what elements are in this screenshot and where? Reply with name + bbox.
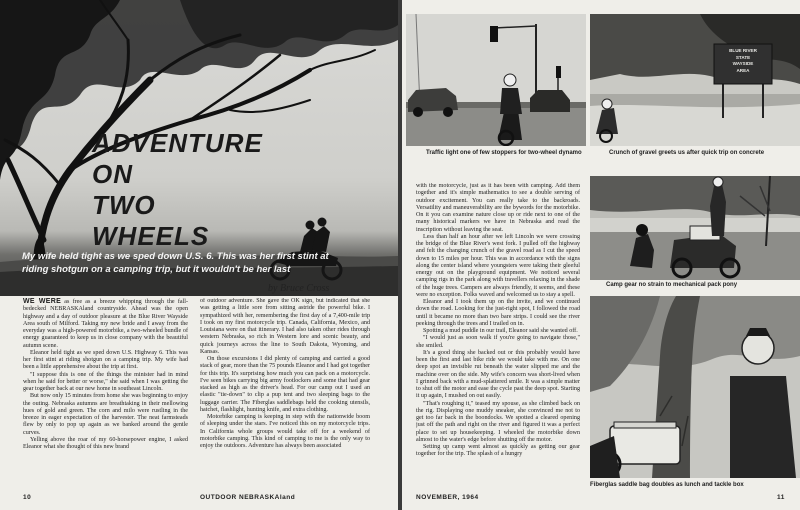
article-title bbox=[92, 128, 272, 252]
caption-camp-gear: Camp gear no strain to mechanical pack pony bbox=[606, 282, 738, 288]
page-number: 11 bbox=[777, 494, 785, 501]
paragraph: But now only 15 minutes from home she was beginning to enjoy the outing. Nebraska autumns are breathtaking in their mellowing hues of gold and green. The corn and milo were rustling in the breeze in eager expectation of the harvester. The neat farmsteads flew by only to pop up again as we banked around the gentle curves. bbox=[23, 393, 188, 436]
left-column-1 bbox=[23, 298, 188, 488]
paragraph: with the motorcycle, just as it has been with camping. Add them together and it's simple mathematics to see a double serving of outdoor excitement. You can really take to the backroads. Versatility and maneuverability are the bywords for the motorbike. On it you can examine nature close up or ride next to one of the many historical markers we have in Nebraska and read the inscription without leaving the seat. bbox=[416, 183, 580, 233]
issue-date: NOVEMBER, 1964 bbox=[416, 494, 479, 501]
paragraph: Spotting a mud puddle in our trail, Eleanor said she wanted off. bbox=[423, 328, 578, 334]
paragraph: Less than half an hour after we left Lincoln we were crossing the bridge of the Blue River's west fork. I pulled off the highway and felt the changing crunch of the gravel road as I cut the speed down to 15 miles per hour. This was in accordance with the signs along the center island where youngsters were taking their gleeful energy out on the playground equipment. We noticed several camping rigs in the park along with travellers relaxing in the shade of the huge trees. Campers are always friendly, it seems, and these were no exception. Folks waved and welcomed us to stay a spell. bbox=[416, 233, 580, 298]
right-column-1 bbox=[416, 183, 580, 488]
title-line-1: ADVENTURE bbox=[92, 128, 263, 158]
photo-traffic-drawing bbox=[406, 14, 586, 146]
paragraph: Yelling above the roar of my 60-horsepower engine, I asked Eleanor what she thought of this new brand bbox=[23, 436, 188, 450]
paragraph: "I would just as soon walk if you're going to navigate those," she smiled. bbox=[416, 335, 580, 349]
paragraph: Eleanor held tight as we sped down U.S. Highway 6. This was her first stint at riding shotgun on a camping trip. My wife had been a little apprehensive about the trip at first. bbox=[23, 349, 188, 371]
paragraph: WE WERE as free as a breeze whipping through the fall-bedecked NEBRASKAland countryside. Ahead was the open highway and a day of outdoor pleasure at the Blue River Wayside Area south of Milford. Taking my new bride and I away from the everyday was a high-powered motorbike, a two-wheeled bundle of energy guaranteed to keep us in close company with the beautiful autumn scene. bbox=[23, 298, 188, 349]
title-line-2: ON bbox=[92, 159, 133, 189]
paragraph: of outdoor adventure. She gave the OK sign, but indicated that she was getting a little sore from sitting astride the powerful bike. I sympathized with her, remembering the first day of a 7,400-mile trip I took on my first motorcycle trip. Canada, California, Mexico, and Louisiana were on that itinerary. I had also taken other rides through western Nebraska, so rich in Western lore and scenic beauty, and quick journeys across the line to South Dakota, Wyoming, and Kansas. bbox=[200, 298, 370, 355]
paragraph: "That's roughing it," teased my spouse, as she climbed back on the rig. Displaying one muddy sneaker, she convinced me not to get too far back in the boondocks. We spotted a cleared opening just off the path and right on the river and figured it was a perfect place to set up housekeeping. I wheeled the motorbike down almost to the water's edge before shutting off the motor. bbox=[416, 400, 580, 443]
sign-line: BLUE RIVER bbox=[729, 48, 757, 53]
paragraph: Eleanor and I took them up on the invite, and we continued down the road. Looking for the just-right spot, I followed the road until it became no more than two bare strips. I could see the river peeking through the trees and I trailed on in. bbox=[416, 299, 580, 327]
sign-line: AREA bbox=[736, 67, 750, 73]
sign-line: WAYSIDE bbox=[732, 61, 754, 66]
photo-saddle-drawing bbox=[590, 296, 800, 478]
byline: by Bruce Cross bbox=[268, 283, 330, 294]
paragraph: On those excursions I did plenty of camping and carried a good stack of gear, more than the 75 pounds Eleanor and I had got together for this trip. It's surprising how much you can pack on a motorcycle. I've seen bikes carrying big army footlockers and some that had gear stacked as high as the driver's head. For our camp out I used an elastic "tie-down" to clip a pup tent and two sleeping bags to the luggage carrier. The Fiberglas saddlebags held the cooking utensils, hatchet, flashlight, hunting knife, and extra clothing. bbox=[200, 356, 370, 413]
page-number: 10 bbox=[23, 494, 32, 501]
left-column-2 bbox=[200, 298, 370, 488]
paragraph: It's a good thing she backed out or this probably would have been the first and last bike ride we would take with me. On one deep spot an invisible rut beneath the water slipped me and the machine over on the side. My wife's concern was short-lived when I grinned back with a mud-splattered smile. It was a simple matter to shut off the motor and ease the cycle past the deep spot. Starting it up again, I mushed on out easily. bbox=[416, 349, 580, 400]
photo-camp-gear bbox=[590, 176, 800, 280]
paragraph: Setting up camp went almost as quickly as getting our gear together for the trip. The splash of a hungry bbox=[416, 444, 580, 458]
right-page bbox=[402, 0, 800, 510]
article-subtitle: My wife held tight as we sped down U.S. 6. This was her first stint at riding shotgun on a camping trip, but it wouldn't be her last bbox=[22, 251, 329, 275]
photo-wayside-sign bbox=[590, 14, 800, 146]
magazine-name: OUTDOOR NEBRASKAland bbox=[200, 494, 296, 501]
left-page bbox=[0, 0, 398, 510]
photo-gear-drawing bbox=[590, 176, 800, 280]
title-line-3: TWO bbox=[92, 190, 156, 220]
photo-traffic-light bbox=[406, 14, 586, 146]
title-line-4: WHEELS bbox=[92, 221, 210, 251]
sign-line: STATE bbox=[735, 54, 751, 60]
paragraph: Motorbike camping is keeping in step with the nationwide boom of sleeping under the stars. I've noticed this on my motorcycle trips. In California whole groups would take off for a weekend of motorbike camping. This kind of camping to me is the only way to enjoy the outdoors. Adventure has always been associated bbox=[200, 414, 370, 449]
hero-photo-tree-motorcycle bbox=[0, 0, 398, 296]
photo-saddle-bag bbox=[590, 296, 800, 478]
photo-sign-drawing bbox=[590, 14, 800, 146]
caption-gravel: Crunch of gravel greets us after quick trip on concrete bbox=[609, 150, 765, 156]
caption-traffic-light: Traffic light one of few stoppers for two-wheel dynamo bbox=[426, 150, 582, 156]
drop-cap: WE WERE bbox=[23, 298, 62, 305]
paragraph: "I suppose this is one of the things the minister had in mind when he said for better or worse," she said when I was getting the gear together back at our new home in southeast Lincoln. bbox=[23, 371, 188, 392]
wayside-sign bbox=[716, 48, 770, 74]
caption-saddle-bag: Fiberglas saddle bag doubles as lunch and tackle box bbox=[590, 482, 744, 488]
